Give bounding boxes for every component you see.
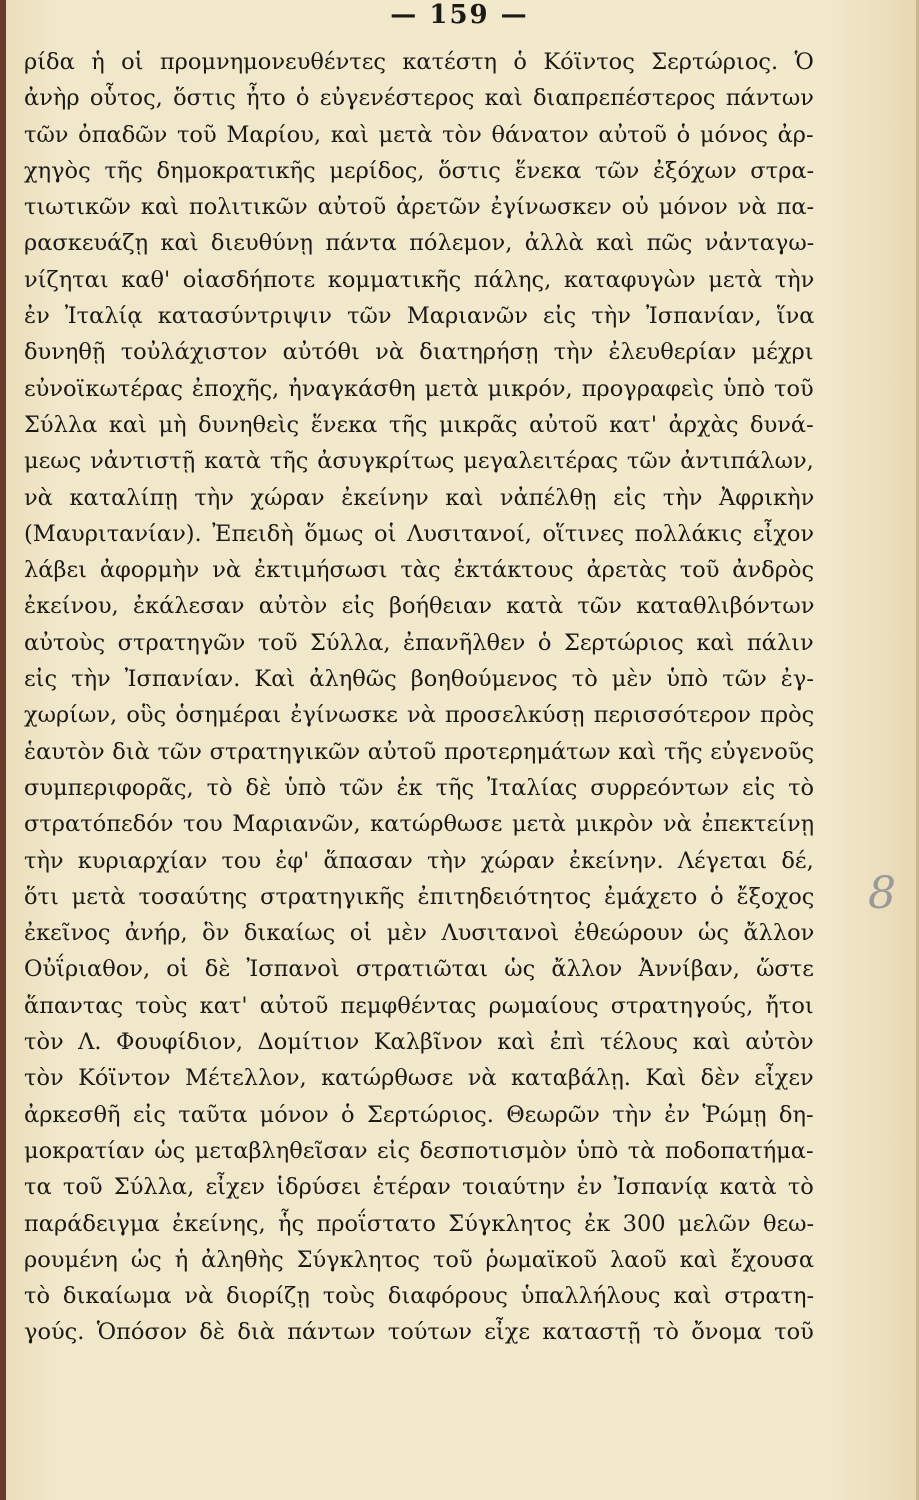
page-number: — 159 — [390,0,529,30]
text-line: συμπεριφορᾶς, τὸ δὲ ὑπὸ τῶν ἐκ τῆς Ἰταλίας συρρεόντων εἰς τὸ [24,774,814,801]
text-line: (Μαυριτανίαν). Ἐπειδὴ ὅμως οἱ Λυσιτανοί, οἵτινες πολλάκις εἶχον [24,520,814,547]
text-line: παράδειγμα ἐκείνης, ἧς προΐστατο Σύγκλητος ἐκ 300 μελῶν θεω- [24,1210,814,1237]
margin-pencil-mark: 8 [868,868,896,919]
text-line: δυνηθῇ τοὐλάχιστον αὐτόθι νὰ διατηρήσῃ τὴν ἐλευθερίαν μέχρι [24,339,814,366]
text-line: τὸν Λ. Φουφίδιον, Δομίτιον Καλβῖνον καὶ ἐπὶ τέλους καὶ αὐτὸν [24,1029,814,1056]
text-line: Σύλλα καὶ μὴ δυνηθεὶς ἕνεκα τῆς μικρᾶς αὐτοῦ κατ' ἀρχὰς δυνά- [24,411,814,438]
text-line: αὐτοὺς στρατηγῶν τοῦ Σύλλα, ἐπανῆλθεν ὁ Σερτώριος καὶ πάλιν [24,629,814,656]
text-line: νὰ καταλίπῃ τὴν χώραν ἐκείνην καὶ νἀπέλθῃ εἰς τὴν Ἀφρικὴν [24,484,814,511]
page-binding-edge [0,0,6,1500]
text-line: ρασκευάζῃ καὶ διευθύνῃ πάντα πόλεμον, ἀλλὰ καὶ πῶς νἀνταγω- [24,230,814,257]
text-line: Οὐΐριαθον, οἱ δὲ Ἰσπανοὶ στρατιῶται ὡς ἄλλον Ἀννίβαν, ὥστε [24,956,814,983]
text-line: χηγὸς τῆς δημοκρατικῆς μερίδος, ὅστις ἕνεκα τῶν ἐξόχων στρα- [24,157,814,184]
text-line: τιωτικῶν καὶ πολιτικῶν αὐτοῦ ἀρετῶν ἐγίνωσκεν οὐ μόνον νὰ πα- [24,194,814,221]
text-line: μεως νἀντιστῇ κατὰ τῆς ἀσυγκρίτως μεγαλειτέρας τῶν ἀντιπάλων, [24,448,814,475]
text-line: τὴν κυριαρχίαν του ἐφ' ἅπασαν τὴν χώραν ἐκείνην. Λέγεται δέ, [24,847,814,874]
text-line: τὸ δικαίωμα νὰ διορίζῃ τοὺς διαφόρους ὑπαλλήλους καὶ στρατη- [24,1283,814,1310]
text-line: ἐκεῖνος ἀνήρ, ὃν δικαίως οἱ μὲν Λυσιτανοὶ ἐθεώρουν ὡς ἄλλον [24,920,814,947]
text-line: ὅτι μετὰ τοσαύτης στρατηγικῆς ἐπιτηδειότητος ἐμάχετο ὁ ἔξοχος [24,883,814,910]
text-line: ρουμένη ὡς ἡ ἀληθὴς Σύγκλητος τοῦ ῥωμαϊκοῦ λαοῦ καὶ ἔχουσα [24,1246,814,1273]
text-line: ἐν Ἰταλίᾳ κατασύντριψιν τῶν Μαριανῶν εἰς τὴν Ἰσπανίαν, ἵνα [24,303,814,330]
text-line: νίζηται καθ' οἱασδήποτε κομματικῆς πάλης, καταφυγὼν μετὰ τὴν [24,266,814,293]
text-line: μοκρατίαν ὡς μεταβληθεῖσαν εἰς δεσποτισμὸν ὑπὸ τὰ ποδοπατήμα- [24,1137,814,1164]
text-line: εὐνοϊκωτέρας ἐποχῆς, ἠναγκάσθη μετὰ μικρόν, προγραφεὶς ὑπὸ τοῦ [24,375,814,402]
text-line: εἰς τὴν Ἰσπανίαν. Καὶ ἀληθῶς βοηθούμενος τὸ μὲν ὑπὸ τῶν ἐγ- [24,666,814,693]
text-line: τῶν ὀπαδῶν τοῦ Μαρίου, καὶ μετὰ τὸν θάνατον αὐτοῦ ὁ μόνος ἀρ- [24,121,814,148]
text-line: τα τοῦ Σύλλα, εἶχεν ἱδρύσει ἑτέραν τοιαύτην ἐν Ἰσπανίᾳ κατὰ τὸ [24,1174,814,1201]
body-text [24,44,814,1351]
text-line: ἑαυτὸν διὰ τῶν στρατηγικῶν αὐτοῦ προτερημάτων καὶ τῆς εὐγενοῦς [24,738,814,765]
text-line: ἀρκεσθῆ εἰς ταῦτα μόνον ὁ Σερτώριος. Θεωρῶν τὴν ἐν Ῥώμῃ δη- [24,1101,814,1128]
text-line: ἐκείνου, ἐκάλεσαν αὐτὸν εἰς βοήθειαν κατὰ τῶν καταθλιβόντων [24,593,814,620]
text-line: ρίδα ἡ οἱ προμνημονευθέντες κατέστη ὁ Κόϊντος Σερτώριος. Ὁ [24,49,814,75]
text-line: χωρίων, οὓς ὁσημέραι ἐγίνωσκε νὰ προσελκύσῃ περισσότερον πρὸς [24,702,814,729]
text-line: ἅπαντας τοὺς κατ' αὐτοῦ πεμφθέντας ρωμαίους στρατηγούς, ἤτοι [24,992,814,1019]
text-line: τὸν Κόϊντον Μέτελλον, κατώρθωσε νὰ καταβάλῃ. Καὶ δὲν εἶχεν [24,1065,814,1092]
text-line: γούς. Ὁπόσον δὲ διὰ πάντων τούτων εἶχε καταστῇ τὸ ὄνομα τοῦ [24,1319,814,1346]
text-line: στρατόπεδόν του Μαριανῶν, κατώρθωσε μετὰ μικρὸν νὰ ἐπεκτείνῃ [24,811,814,838]
text-line: λάβει ἀφορμὴν νὰ ἐκτιμήσωσι τὰς ἐκτάκτους ἀρετὰς τοῦ ἀνδρὸς [24,557,814,584]
text-line: ἀνὴρ οὗτος, ὅστις ἦτο ὁ εὐγενέστερος καὶ διαπρεπέστερος πάντων [24,85,814,112]
